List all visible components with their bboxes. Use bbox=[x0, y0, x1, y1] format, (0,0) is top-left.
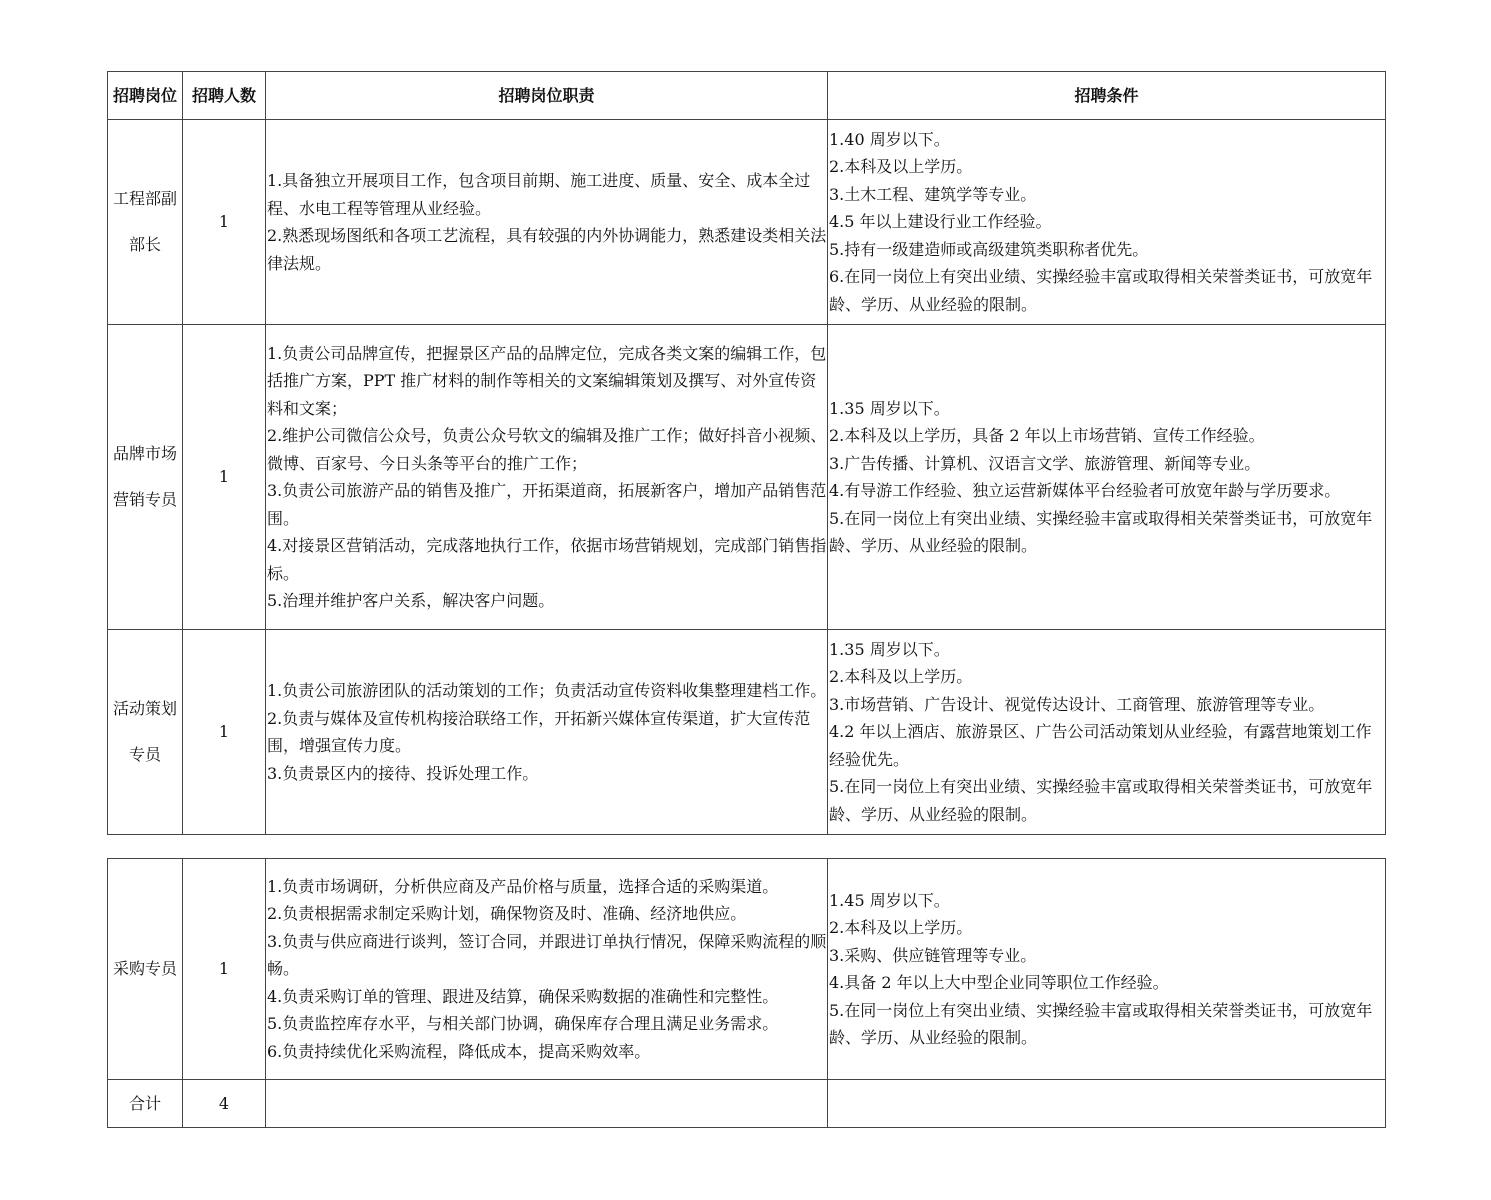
duty-item: 5.治理并维护客户关系，解决客户问题。 bbox=[267, 591, 555, 610]
recruitment-table-part2 bbox=[107, 858, 1386, 1128]
requirements-cell bbox=[828, 859, 1386, 1080]
requirement-item: 2.本科及以上学历。 bbox=[829, 667, 973, 687]
requirement-item: 2.本科及以上学历。 bbox=[829, 157, 973, 177]
table-row bbox=[108, 120, 1386, 325]
header-count: 招聘人数 bbox=[183, 72, 266, 120]
duties-cell bbox=[266, 859, 828, 1080]
requirement-item: 3.广告传播、计算机、汉语言文学、旅游管理、新闻等专业。 bbox=[829, 453, 1261, 473]
position-line: 活动策划 bbox=[112, 699, 177, 718]
requirement-item: 5.持有一级建造师或高级建筑类职称者优先。 bbox=[829, 239, 1149, 259]
requirement-item: 3.市场营销、广告设计、视觉传达设计、工商管理、旅游管理等专业。 bbox=[829, 694, 1325, 714]
duty-item: 4.负责采购订单的管理、跟进及结算，确保采购数据的准确性和完整性。 bbox=[267, 986, 779, 1006]
requirement-item: 1.35 周岁以下。 bbox=[829, 398, 950, 418]
requirement-item: 4.具备 2 年以上大中型企业同等职位工作经验。 bbox=[829, 973, 1169, 992]
position-line: 工程部副 bbox=[112, 189, 177, 208]
requirement-item: 2.本科及以上学历，具备 2 年以上市场营销、宣传工作经验。 bbox=[829, 426, 1265, 445]
header-position: 招聘岗位 bbox=[108, 72, 183, 120]
duties-cell bbox=[266, 630, 828, 835]
total-count: 4 bbox=[183, 1080, 266, 1128]
duty-item: 1.负责市场调研，分析供应商及产品价格与质量，选择合适的采购渠道。 bbox=[267, 876, 779, 896]
duty-item: 2.负责根据需求制定采购计划，确保物资及时、准确、经济地供应。 bbox=[267, 904, 747, 924]
table-row bbox=[108, 630, 1386, 835]
position-line: 部长 bbox=[128, 235, 161, 254]
duty-item: 4.对接景区营销活动，完成落地执行工作，依据市场营销规划，完成部门销售指标。 bbox=[267, 536, 827, 583]
total-duties-empty bbox=[266, 1080, 828, 1128]
requirement-item: 5.在同一岗位上有突出业绩、实操经验丰富或取得相关荣誉类证书，可放宽年龄、学历、从业经验的限制。 bbox=[829, 777, 1373, 824]
count-cell: 1 bbox=[183, 859, 266, 1080]
requirement-item: 4.5 年以上建设行业工作经验。 bbox=[829, 212, 1052, 232]
requirement-item: 5.在同一岗位上有突出业绩、实操经验丰富或取得相关荣誉类证书，可放宽年龄、学历、从业经验的限制。 bbox=[829, 1000, 1373, 1047]
position-line: 品牌市场 bbox=[112, 444, 177, 463]
duty-item: 1.具备独立开展项目工作，包含项目前期、施工进度、质量、安全、成本全过程、水电工程等管理从业经验。 bbox=[267, 171, 811, 218]
requirement-item: 5.在同一岗位上有突出业绩、实操经验丰富或取得相关荣誉类证书，可放宽年龄、学历、从业经验的限制。 bbox=[829, 508, 1373, 555]
recruitment-table-part1 bbox=[107, 71, 1386, 835]
count-cell: 1 bbox=[183, 325, 266, 630]
duties-cell bbox=[266, 120, 828, 325]
header-requirements: 招聘条件 bbox=[828, 72, 1386, 120]
position-cell bbox=[108, 325, 183, 630]
requirement-item: 4.2 年以上酒店、旅游景区、广告公司活动策划从业经验，有露营地策划工作经验优先。 bbox=[829, 722, 1372, 769]
count-cell: 1 bbox=[183, 630, 266, 835]
duty-item: 2.熟悉现场图纸和各项工艺流程，具有较强的内外协调能力，熟悉建设类相关法律法规。 bbox=[267, 226, 827, 273]
total-label: 合计 bbox=[108, 1080, 183, 1128]
duty-item: 2.负责与媒体及宣传机构接洽联络工作，开拓新兴媒体宣传渠道，扩大宣传范围，增强宣传力度。 bbox=[267, 708, 811, 755]
duty-item: 3.负责景区内的接待、投诉处理工作。 bbox=[267, 763, 539, 783]
duty-item: 1.负责公司旅游团队的活动策划的工作；负责活动宣传资料收集整理建档工作。 bbox=[267, 681, 827, 700]
position-line: 营销专员 bbox=[112, 490, 177, 509]
position-line: 专员 bbox=[128, 745, 161, 764]
duty-item: 3.负责公司旅游产品的销售及推广，开拓渠道商，拓展新客户，增加产品销售范围。 bbox=[267, 481, 827, 528]
requirements-cell bbox=[828, 325, 1386, 630]
requirement-item: 1.45 周岁以下。 bbox=[829, 890, 950, 910]
header-row bbox=[108, 72, 1386, 120]
requirement-item: 3.采购、供应链管理等专业。 bbox=[829, 945, 1037, 965]
total-requirements-empty bbox=[828, 1080, 1386, 1128]
requirement-item: 1.40 周岁以下。 bbox=[829, 129, 950, 149]
requirement-item: 1.35 周岁以下。 bbox=[829, 639, 950, 659]
duty-item: 6.负责持续优化采购流程，降低成本，提高采购效率。 bbox=[267, 1041, 651, 1061]
requirement-item: 2.本科及以上学历。 bbox=[829, 918, 973, 937]
position-line: 采购专员 bbox=[112, 959, 177, 978]
table-row bbox=[108, 859, 1386, 1080]
header-duties: 招聘岗位职责 bbox=[266, 72, 828, 120]
duty-item: 2.维护公司微信公众号，负责公众号软文的编辑及推广工作；做好抖音小视频、微博、百家号、今日头条等平台的推广工作； bbox=[267, 426, 827, 473]
count-cell: 1 bbox=[183, 120, 266, 325]
duty-item: 3.负责与供应商进行谈判，签订合同，并跟进订单执行情况，保障采购流程的顺畅。 bbox=[267, 931, 827, 979]
position-cell bbox=[108, 630, 183, 835]
duties-cell bbox=[266, 325, 828, 630]
requirement-item: 4.有导游工作经验、独立运营新媒体平台经验者可放宽年龄与学历要求。 bbox=[829, 481, 1341, 500]
requirement-item: 3.土木工程、建筑学等专业。 bbox=[829, 184, 1037, 204]
duty-item: 5.负责监控库存水平，与相关部门协调，确保库存合理且满足业务需求。 bbox=[267, 1014, 779, 1034]
requirement-item: 6.在同一岗位上有突出业绩、实操经验丰富或取得相关荣誉类证书，可放宽年龄、学历、从业经验的限制。 bbox=[829, 267, 1373, 314]
position-cell bbox=[108, 859, 183, 1080]
position-cell bbox=[108, 120, 183, 325]
requirements-cell bbox=[828, 630, 1386, 835]
total-row bbox=[108, 1080, 1386, 1128]
duty-item: 1.负责公司品牌宣传，把握景区产品的品牌定位，完成各类文案的编辑工作，包括推广方案，PPT 推广材料的制作等相关的文案编辑策划及撰写、对外宣传资料和文案； bbox=[267, 343, 827, 418]
requirements-cell bbox=[828, 120, 1386, 325]
table-row bbox=[108, 325, 1386, 630]
